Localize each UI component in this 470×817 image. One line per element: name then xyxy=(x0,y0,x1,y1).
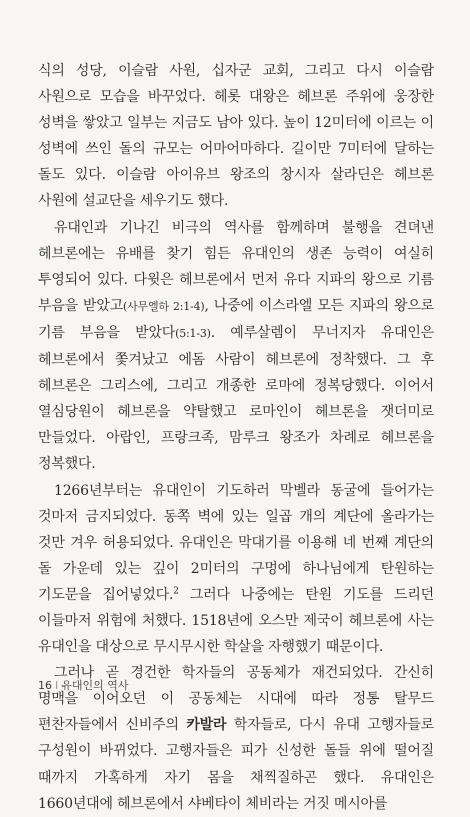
footer-separator: I xyxy=(55,679,59,692)
scripture-reference: (5:1-3) xyxy=(175,326,211,340)
text-run: 그러다 나중에는 탄원 기도를 드리던 이들마저 위험에 처했다. 1518년에 오스만 제국이 헤브론에 사는 유대인을 대상으로 무시무시한 학살을 자행했기 때문이다. xyxy=(38,586,434,656)
running-title: 유대인의 역사 xyxy=(61,679,129,692)
text-run: 그러나 곧 경건한 학자들의 공동체가 재건되었다. 간신히 명맥을 이어오던 이 공동체는 시대에 따라 정통 탈무드 편찬자들에서 신비주의 xyxy=(38,665,434,734)
page-number: 16 xyxy=(38,679,52,692)
text-run: , 나중에 이스라엘 모든 지파의 왕으로 기름 부음을 받았다 xyxy=(38,297,434,341)
text-run: 식의 성당, 이슬람 사원, 십자군 교회, 그리고 다시 이슬람 사원으로 모습을 바꾸었다. 헤롯 대왕은 헤브론 주위에 웅장한 성벽을 쌓았고 일부는 지금도 남아 있다. 높이 12미터에 이르는 이 성벽에 쓰인 돌의 규모는 어마어마하다. 길이만 7미터에 달하는 돌도 있다. 이슬람 아이유브 왕조의 창시자 살라딘은 헤브론 사원에 설교단을 세우기도 했다. xyxy=(38,63,434,210)
footnote-marker: 2 xyxy=(173,586,179,597)
text-run: . 예루살렘이 무너지자 유대인은 헤브론에서 쫓겨났고 에돔 사람이 헤브론에 정착했다. 그 후 헤브론은 그리스에, 그리고 개종한 로마에 정복당했다. 이어서 열심당원이 헤브론을 약탈했고 로마인이 헤브론을 잿더미로 만들었다. 아랍인, 프랑크족, 맘루크 왕조가 차례로 헤브론을 정복했다. xyxy=(38,324,434,473)
body-paragraph xyxy=(38,478,434,661)
text-run: 1266년부터는 유대인이 기도하러 막벨라 동굴에 들어가는 것마저 금지되었다. 동쪽 벽에 있는 일곱 개의 계단에 올라가는 것만 겨우 허용되었다. 유대인은 막대기를 이용해 네 번째 계단의 돌 가운데 있는 깊이 2미터의 구멍에 하나님에게 탄원하는 기도문을 집어넣었다. xyxy=(38,482,434,603)
body-paragraph xyxy=(38,215,434,478)
page-footer xyxy=(38,677,129,693)
text-run: 학자들로, 다시 유대 고행자들로 구성원이 바뀌었다. 고행자들은 피가 신성한 돌들 위에 떨어질 때까지 가혹하게 자기 몸을 채찍질하곤 했다. 유대인은 1660년대에 헤브론에서 샤베타이 체비라는 거짓 메시아를 xyxy=(38,717,434,812)
body-paragraph xyxy=(38,58,434,215)
emphasis-term: 카발라 xyxy=(186,717,227,734)
text-run: 유대인과 기나긴 비극의 역사를 함께하며 불행을 견뎌낸 헤브론에는 유배를 찾기 힘든 유대인의 생존 능력이 여실히 투영되어 있다. 다윗은 헤브론에서 먼저 유다 지파의 왕으로 기름 부음을 받았고 xyxy=(38,219,434,314)
page-body xyxy=(38,58,434,817)
scripture-reference: (사무엘하 2:1-4) xyxy=(123,299,205,313)
